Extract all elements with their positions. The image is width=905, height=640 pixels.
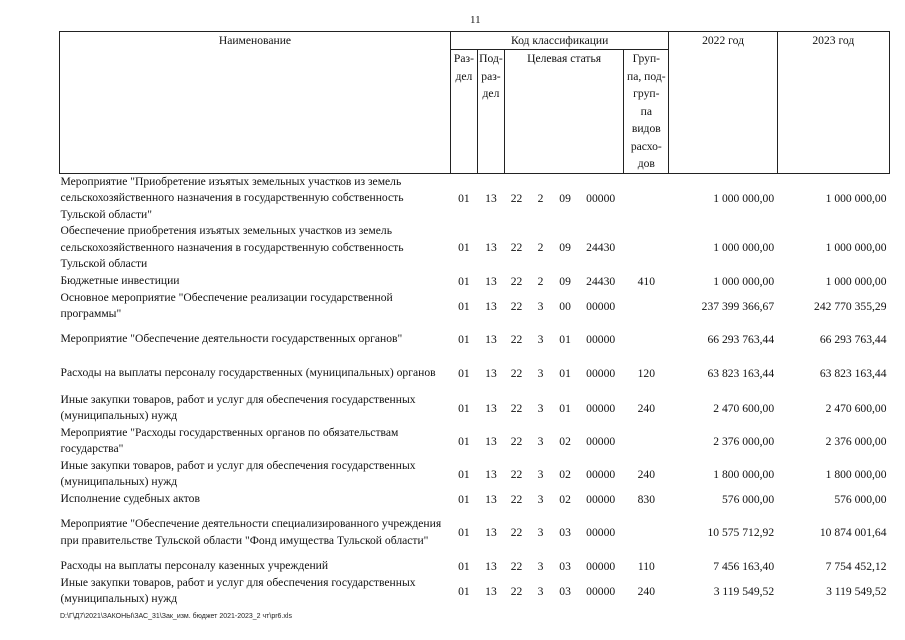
row-amount-2022: 7 456 163,40: [713, 559, 775, 573]
row-program: 22: [510, 559, 523, 573]
row-name: Иные закупки товаров, работ и услуг для обеспечения государственных (муниципальных) нужд: [60, 575, 416, 605]
row-amount-2022: 3 119 549,52: [713, 584, 775, 598]
header-section: Раз- дел: [450, 50, 477, 174]
row-direction: 00000: [586, 401, 616, 415]
row-direction: 00000: [586, 526, 616, 539]
row-expense-type: [624, 425, 669, 458]
row-event: 03: [559, 526, 571, 539]
row-amount-2023: 576 000,00: [834, 492, 887, 506]
row-subprogram: 2: [537, 241, 544, 255]
row-name: Иные закупки товаров, работ и услуг для обеспечения государственных (муниципальных) нужд: [60, 458, 416, 488]
row-subprogram: 3: [537, 559, 544, 573]
row-amount-2023: 1 000 000,00: [825, 241, 887, 255]
row-name: Расходы на выплаты персоналу государственных (муниципальных) органов: [60, 366, 436, 380]
row-direction: 00000: [586, 559, 616, 573]
row-amount-2022: 1 000 000,00: [713, 191, 775, 205]
row-section: 01: [458, 332, 470, 346]
row-direction: 00000: [586, 434, 616, 448]
row-name: Бюджетные инвестиции: [60, 273, 180, 287]
row-subprogram: 3: [537, 299, 544, 313]
row-subsection: 13: [485, 401, 497, 415]
row-program: 22: [510, 274, 523, 288]
row-program: 22: [510, 367, 523, 380]
row-amount-2022: 1 000 000,00: [713, 274, 775, 288]
row-section: 01: [458, 299, 470, 313]
header-year-2022: 2022 год: [669, 32, 777, 174]
row-subprogram: 3: [537, 367, 544, 380]
row-subsection: 13: [485, 367, 497, 380]
row-subsection: 13: [485, 274, 497, 288]
row-event: 09: [559, 191, 571, 205]
row-amount-2022: 1 800 000,00: [713, 467, 775, 481]
table-row: [60, 273, 890, 290]
row-direction: 00000: [586, 367, 616, 380]
row-subprogram: 3: [537, 467, 544, 481]
row-amount-2022: 237 399 366,67: [701, 299, 775, 313]
row-expense-type: [624, 173, 669, 223]
row-event: 00: [559, 299, 571, 313]
row-amount-2023: 1 000 000,00: [825, 274, 887, 288]
row-amount-2023: 3 119 549,52: [826, 584, 887, 598]
row-event: 03: [559, 584, 571, 598]
row-subprogram: 3: [537, 401, 544, 415]
row-subsection: 13: [485, 559, 497, 573]
row-amount-2023: 10 874 001,64: [819, 526, 887, 539]
row-expense-type: 240: [637, 467, 655, 481]
row-section: 01: [458, 434, 470, 448]
row-subsection: 13: [485, 526, 497, 539]
row-section: 01: [458, 401, 470, 415]
row-subprogram: 3: [537, 434, 544, 448]
header-year-2023: 2023 год: [777, 32, 889, 174]
row-name: Мероприятие "Расходы государственных органов по обязательствам государства": [60, 425, 399, 455]
row-program: 22: [510, 584, 523, 598]
row-name: Иные закупки товаров, работ и услуг для обеспечения государственных (муниципальных) нужд: [60, 392, 416, 422]
row-program: 22: [510, 332, 523, 346]
row-event: 02: [559, 492, 571, 506]
row-subsection: 13: [485, 191, 497, 205]
row-direction: 00000: [586, 191, 616, 205]
row-expense-type: [624, 323, 669, 356]
table-row: [60, 392, 890, 425]
header-classification: Код классификации: [450, 32, 669, 50]
row-direction: 24430: [586, 241, 616, 255]
row-direction: 00000: [586, 332, 616, 346]
row-amount-2023: 2 376 000,00: [825, 434, 887, 448]
file-path-footer: D:\Г\Д7\2021\ЗАКОНЫ\ЗАС_31\Зак_изм. бюджет 2021-2023_2 чт\pr6.xls: [60, 613, 292, 620]
row-subprogram: 3: [537, 332, 544, 346]
row-subprogram: 2: [537, 274, 544, 288]
row-name: Расходы на выплаты персоналу казенных учреждений: [60, 558, 329, 572]
row-expense-type: 240: [637, 401, 655, 415]
row-name: Основное мероприятие "Обеспечение реализации государственной программы": [60, 290, 393, 320]
row-program: 22: [510, 191, 523, 205]
row-subsection: 13: [485, 434, 497, 448]
row-name: Мероприятие "Обеспечение деятельности государственных органов": [60, 331, 403, 345]
row-subprogram: 2: [537, 191, 544, 205]
row-event: 02: [559, 467, 571, 481]
table-row: [60, 356, 890, 392]
row-program: 22: [510, 526, 523, 539]
row-subsection: 13: [485, 492, 497, 506]
table-row: [60, 323, 890, 356]
row-amount-2022: 2 376 000,00: [713, 434, 775, 448]
row-program: 22: [510, 492, 523, 506]
row-program: 22: [510, 401, 523, 415]
row-section: 01: [458, 467, 470, 481]
table-row: [60, 558, 890, 575]
row-direction: 00000: [586, 467, 616, 481]
row-amount-2023: 7 754 452,12: [825, 559, 887, 573]
row-subsection: 13: [485, 332, 497, 346]
header-name: Наименование: [60, 32, 451, 174]
header-expense-group: Груп- па, под- груп- па видов расхо- дов: [624, 50, 669, 174]
table-row: [60, 575, 890, 608]
row-expense-type: [624, 290, 669, 323]
header-target-item: Целевая статья: [504, 50, 623, 174]
row-subprogram: 3: [537, 584, 544, 598]
row-program: 22: [510, 434, 523, 448]
row-subprogram: 3: [537, 526, 544, 539]
row-subsection: 13: [485, 299, 497, 313]
row-section: 01: [458, 367, 470, 380]
row-subprogram: 3: [537, 492, 544, 506]
row-event: 03: [559, 559, 571, 573]
row-expense-type: 240: [637, 584, 655, 598]
row-expense-type: 110: [637, 559, 655, 573]
budget-table: [59, 31, 890, 608]
table-row: [60, 508, 890, 558]
row-direction: 00000: [586, 492, 616, 506]
row-subsection: 13: [485, 241, 497, 255]
row-direction: 24430: [586, 274, 616, 288]
row-section: 01: [458, 526, 470, 539]
table-row: [60, 425, 890, 458]
row-amount-2023: 2 470 600,00: [825, 401, 887, 415]
row-direction: 00000: [586, 584, 616, 598]
row-event: 09: [559, 241, 571, 255]
page-number: 11: [470, 14, 481, 26]
row-event: 01: [559, 401, 571, 415]
table-row: [60, 491, 890, 508]
row-amount-2023: 242 770 355,29: [814, 299, 887, 313]
row-section: 01: [458, 584, 470, 598]
row-section: 01: [458, 191, 470, 205]
row-amount-2022: 576 000,00: [721, 492, 775, 506]
row-section: 01: [458, 274, 470, 288]
row-direction: 00000: [586, 299, 616, 313]
row-subsection: 13: [485, 584, 497, 598]
row-expense-type: [624, 223, 669, 273]
row-event: 01: [559, 332, 571, 346]
row-amount-2023: 1 000 000,00: [825, 191, 887, 205]
row-section: 01: [458, 559, 470, 573]
row-section: 01: [458, 241, 470, 255]
row-section: 01: [458, 492, 470, 506]
row-name: Исполнение судебных актов: [60, 491, 200, 505]
row-amount-2023: 1 800 000,00: [825, 467, 887, 481]
header-subsection: Под- раз- дел: [477, 50, 504, 174]
row-amount-2022: 66 293 763,44: [707, 332, 775, 346]
row-expense-type: 410: [637, 274, 655, 288]
table-row: [60, 290, 890, 323]
table-row: [60, 223, 890, 273]
row-amount-2022: 1 000 000,00: [713, 241, 775, 255]
row-name: Мероприятие "Приобретение изъятых земельных участков из земель сельскохозяйственного назначения в государственную собственность Тульской области": [60, 174, 404, 221]
row-program: 22: [510, 299, 523, 313]
row-program: 22: [510, 467, 523, 481]
table-row: [60, 173, 890, 223]
row-name: Обеспечение приобретения изъятых земельных участков из земель сельскохозяйственного назначения в государственную собственность Тульской области: [60, 224, 404, 270]
table-row: [60, 458, 890, 491]
row-event: 01: [559, 367, 571, 380]
row-expense-type: [624, 508, 669, 558]
row-expense-type: 120: [637, 367, 655, 380]
row-program: 22: [510, 241, 523, 255]
row-amount-2023: 63 823 163,44: [819, 367, 887, 380]
row-amount-2022: 10 575 712,92: [707, 526, 775, 539]
row-event: 02: [559, 434, 571, 448]
row-subsection: 13: [485, 467, 497, 481]
row-event: 09: [559, 274, 571, 288]
row-expense-type: 830: [637, 492, 655, 506]
row-name: Мероприятие "Обеспечение деятельности специализированного учреждения при правительстве Тульской области "Фонд имущества Тульской области": [60, 517, 442, 547]
row-amount-2022: 2 470 600,00: [713, 401, 775, 415]
row-amount-2023: 66 293 763,44: [819, 332, 887, 346]
row-amount-2022: 63 823 163,44: [707, 367, 775, 380]
